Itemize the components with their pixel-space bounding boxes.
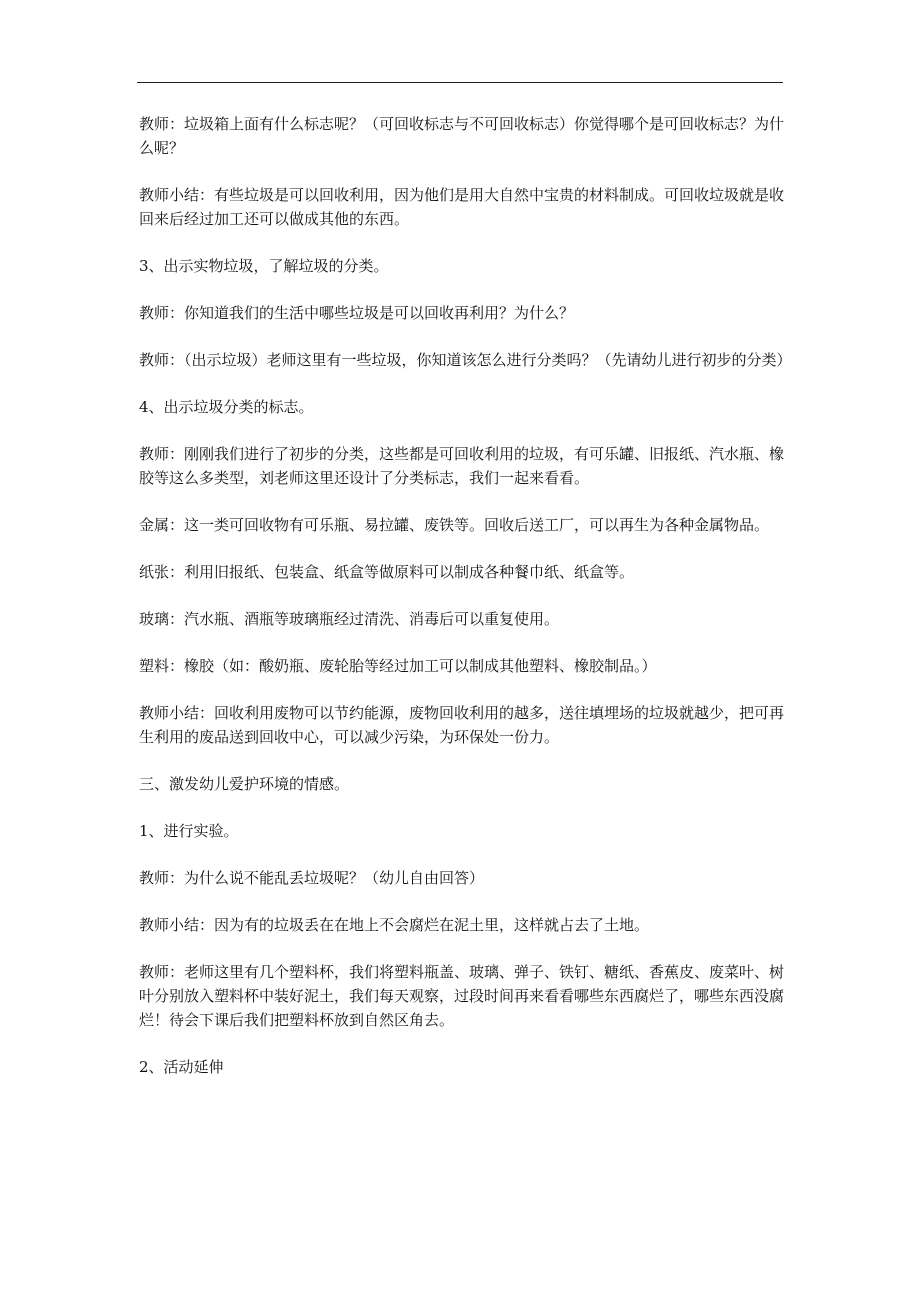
header-rule xyxy=(137,82,783,83)
paragraph-teacher-show-garbage: 教师：（出示垃圾）老师这里有一些垃圾，你知道该怎么进行分类吗？（先请幼儿进行初步的分类） xyxy=(139,351,792,369)
paragraph-teacher-question-reuse: 教师：你知道我们的生活中哪些垃圾是可以回收再利用？为什么？ xyxy=(139,304,575,322)
paragraph-teacher-summary-recyclable: 教师小结：有些垃圾是可以回收利用，因为他们是用大自然中宝贵的材料制成。可回收垃圾就是收回来后经过加工还可以做成其他的东西。 xyxy=(139,186,785,228)
paragraph-teacher-plastic-cups: 教师：老师这里有几个塑料杯，我们将塑料瓶盖、玻璃、弹子、铁钉、糖纸、香蕉皮、废菜叶、树叶分别放入塑料杯中装好泥土，我们每天观察，过段时间再来看看哪些东西腐烂了，哪些东西没腐烂！待会下课后我们把塑料杯放到自然区角去。 xyxy=(139,963,785,1029)
paragraph-teacher-question-signs: 教师：垃圾箱上面有什么标志呢？（可回收标志与不可回收标志）你觉得哪个是可回收标志？为什么呢？ xyxy=(139,115,785,157)
paragraph-section-3-heading: 三、激发幼儿爱护环境的情感。 xyxy=(139,775,350,793)
paragraph-plastic: 塑料：橡胶（如：酸奶瓶、废轮胎等经过加工可以制成其他塑料、橡胶制品。） xyxy=(139,657,657,675)
paragraph-teacher-summary-recycle: 教师小结：回收利用废物可以节约能源，废物回收利用的越多，送往填埋场的垃圾就越少，把可再生利用的废品送到回收中心，可以减少污染，为环保处一份力。 xyxy=(139,704,785,746)
paragraph-step-2-extension: 2、活动延伸 xyxy=(139,1058,224,1076)
document-body xyxy=(139,112,792,1102)
paragraph-metal: 金属：这一类可回收物有可乐瓶、易拉罐、废铁等。回收后送工厂，可以再生为各种金属物品。 xyxy=(139,516,770,534)
paragraph-glass: 玻璃：汽水瓶、酒瓶等玻璃瓶经过清洗、消毒后可以重复使用。 xyxy=(139,610,560,628)
paragraph-step-3-heading: 3、出示实物垃圾，了解垃圾的分类。 xyxy=(139,257,389,275)
paragraph-teacher-summary-soil: 教师小结：因为有的垃圾丢在在地上不会腐烂在泥土里，这样就占去了土地。 xyxy=(139,916,650,934)
paragraph-step-1-experiment: 1、进行实验。 xyxy=(139,822,239,840)
paragraph-teacher-classification: 教师：刚刚我们进行了初步的分类，这些都是可回收利用的垃圾，有可乐罐、旧报纸、汽水瓶、橡胶等这么多类型，刘老师这里还设计了分类标志，我们一起来看看。 xyxy=(139,445,785,487)
paragraph-paper: 纸张：利用旧报纸、包装盒、纸盒等做原料可以制成各种餐巾纸、纸盒等。 xyxy=(139,563,635,581)
paragraph-step-4-heading: 4、出示垃圾分类的标志。 xyxy=(139,398,314,416)
paragraph-teacher-question-littering: 教师：为什么说不能乱丢垃圾呢？（幼儿自由回答） xyxy=(139,869,485,887)
